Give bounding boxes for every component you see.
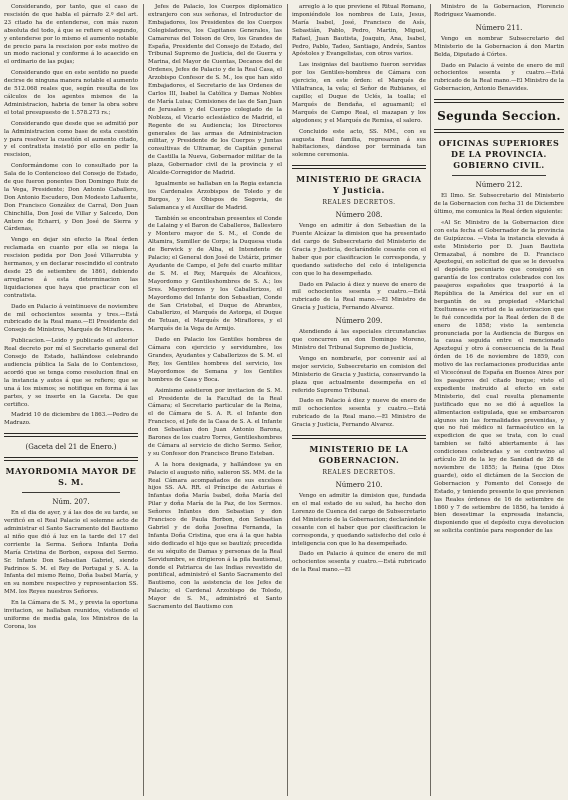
paragraph: Las insignias del bautismo fueron servidas por los Gentiles-hombres de Cámara con ejercicio, en este órden: el Marqués de Villafranca, la vela; el Señor de Rubianes, el capillo; el Duque de Uclés, la toalla; el Marqués de Bendaña, el aguamanil; el Marqués de Campo Real, el mazapan y los algodones; y el Marqués de Remisa, el salero. [292, 62, 426, 124]
decree-number: Número 208. [335, 211, 383, 220]
decree-number: Número 209. [335, 317, 383, 326]
section-heading: OFICINAS SUPERIORES DE LA PROVINCIA. GOBIERNO CIVIL. [438, 138, 560, 171]
paragraph: Madrid 10 de diciembre de 1863.—Pedro de Madrazo. [4, 412, 138, 427]
column-3 [292, 4, 426, 796]
paragraph: Considerando, por tanto, que el caso de rescisión de que habla el párrafo 2.º del art. 23 citado ha de entenderse, con más razon absoluta del todo, á que se refiere el segundo, y entenderse por lo mismo el aumento notable de precio para la rescision por este motivo de un modo racional y conforme á lo acaecido en el ordinario de las pujas; [4, 4, 138, 66]
paragraph: En el dia de ayer, y á las dos de su tarde, se verificó en el Real Palacio el solemne acto de administrar el Santo Sacramento del Bautismo al niño que dió á luz en la tarde del 17 del corriente la Serma. Señora Infanta Doña María Cristina de Borbon, esposa del Sermo. Sr. Infante Don Sebastian Gabriel, siendo Padrinos S. M. el Rey de Portugal y S. A. la Infanta del mismo Reino, Doña Isabel María, y en su nombre respectivo y representacion SS. MM. los Reyes nuestros Señores. [4, 510, 138, 596]
paragraph: Dado en Palacio á veintinueve de noviembre de mil ochocientos sesenta y tres.—Está rubricado de la Real mano.—El Presidente del Consejo de Ministros, Marqués de Miraflores. [4, 303, 138, 334]
section-divider [434, 99, 564, 103]
paragraph: Igualmente se hallaban en la Regia estancia los Cardenales Arzobispos de Toledo y de Burgos, y los Obispos de Segovia, de Salamanca y el Auxiliar de Madrid. [148, 180, 282, 211]
section-divider [4, 457, 138, 461]
paragraph: Conformándome con lo consultado por la Sala de lo Contencioso del Consejo de Estado, de que fueron ponentes Don Domingo Ruiz de la Vega, Presidente; Don Antonio Caballero, Don Antonio Escudero, Don Modesto Lafuente, Don Francisco González de Carral, Don Juan Chinchilla, Don José de Villar y Salcedo, Don Antero de Echarri, y Don José de Sierra y Cárdenas, [4, 163, 138, 233]
paragraph: Vengo en admitir á don Sebastian de la Fuente Alcázar la dimision que ha presentado del cargo de Subsecretario del Ministerio de Gracia y Justicia, declarándole cesante con el haber que por clasificacion le corresponda, y quedando satisfecho del celo é inteligencia con que lo ha desempeñado. [292, 223, 426, 277]
paragraph: Vengo en admitir la dimision que, fundada en el mal estado de su salud, ha hecho don Lorenzo de Cuenca del cargo de Subsecretario del Ministerio de la Gobernacion; declarándole cesante con el haber que por clasificacion le corresponda, y quedando satisfecho del celo é inteligencia con que lo ha desempeñado. [292, 493, 426, 547]
paragraph: Considerando que desde que se admitió por la Administracion como base de esta cuestión y para resolver la cuestión el aumento citado, y el contratista insistió por ello en pedir la rescision, [4, 120, 138, 159]
gaceta-reference: (Gaceta del 21 de Enero.) [25, 443, 117, 452]
paragraph: Dado en Palacio los Gentiles hombres de Cámara con ejercicio y servidumbre, los Grandes, Ayudantes y Caballerizos de S. M. el Rey, los Gentiles hombres del servicio, los Mayordomos de Semana y los Gentiles hombres de Casa y Boca. [148, 337, 282, 383]
paragraph: arreglo á lo que previene el Ritual Romano, imponiéndole los nombres de Luis, Jesus, María Isabel, José, Francisco de Asís, Sebastián, Pablo, Pedro, Martin, Miguel, Rafael, Juan Bautista, Joaquin, Ana, Isabel, Pedro, Pablo, Tadeo, Santiago, Andrés, Santos Apóstoles y Evangelistas, con otros varios. [292, 4, 426, 58]
paragraph: Considerando que en este sentido no puede decirse de ninguna manera notable el aumento de 512.068 reales que, según resulta de los cálculos de los agentes mismos de la Administracion, habria de tener la obra sobre el total presupuesto de 1.578.273 rs.; [4, 70, 138, 116]
decree-number: Número 210. [335, 481, 383, 490]
paragraph: Jefes de Palacio, los Cuerpos diplomático extranjero con sus señoras, el Introductor de Embajadores, los Presidentes de los Cuerpos Colegisladores, los Capitanes Generales, las Camareras del Toison de Oro, los Grandes de España, Presidente del Consejo de Estado, del Tribunal Supremo de Justicia, del de Guerra y Marina, del Mayor de Cuentas, Decanos del de Ordenes, Jefes de Palacio y de la Real Casa, el Arzobispo Confesor de S. M., los que han sido Embajadores, el Secretario de las Ordenes de Carlos III, Isabel la Católica y Damas Nobles de María Luisa; Comisiones de las de San Juan de Jerusalen y del Cuerpo colegiado de la Nobleza, el Vicario eclesiástico de Madrid, el Regente de su Audiencia; los Directores generales de las armas de Administracion militar, y Presidente de los Cuerpos y Juntas consultivas de Ultramar, de Capitán general de Castilla la Nueva, Gobernador militar de la plaza, Gobernador civil de la provincia y el Alcalde-Corregidor de Madrid. [148, 4, 282, 177]
column-1 [4, 4, 138, 796]
section-divider [292, 435, 426, 439]
paragraph: Concluido este acto, SS. MM., con su augusta Real familia, regresaron á sus habitaciones, dándose por terminada tan solemne ceremonia. [292, 128, 426, 159]
short-rule [452, 175, 546, 176]
paragraph: Dado en Palacio á diez y nueve de enero de mil ochocientos sesenta y cuatro.—Está rubricado de la Real mano.—El Ministro de Gracia y Justicia, Fernando Alvarez. [292, 281, 426, 312]
decree-number: Número 212. [475, 181, 523, 190]
paragraph: A la hora designada, y hallándose ya en Palacio el augusto niño, salieron SS. MM. de la Real Cámara acompañados de sus excelsos hijos SS. AA. RR. el Príncipe de Asturias é Infantas doña María Isabel, doña María del Pilar y doña María de la Paz, de los Sermos. Señores Infantes don Sebastian y don Francisco de Paula Borbon, don Sebastian Gabriel y de doña Josefina Fernanda, la Infanta Doña Cristina, que era á la que habia sido dedicado el hijo que se bautizó; precedida de su séquito de Damas y personas de la Real Servidumbre, se dirigieron á la pila bautismal, donde el Patriarca de las Indias revestido de pontifical, administró el Santo Sacramento del Bautismo, con la asistencia de los Jefes de Palacio; el Cardenal Arzobispo de Toledo, Mayor de S. M., administró el Santo Sacramento del Bautismo con [148, 461, 282, 611]
paragraph: Dado en Palacio á quince de enero de mil ochocientos sesenta y cuatro.—Está rubricado de la Real mano.—El [292, 551, 426, 574]
section-title: Segunda Seccion. [437, 109, 561, 124]
newspaper-page [4, 4, 564, 796]
paragraph: También se encontraban presentes el Conde de Lalaing y el Baron de Caballeros, Ballestero y Montero mayor de S. M., el Conde de Altamira, Sumiller de Corps; la Duquesa viuda de Berwick y de Alba, el Intendente de Palacio; el General don José de Ustáriz, primer Ayudante de Campo, el Jefe del cuarto militar de S. M. el Rey, Marqués de Alcañices, Mayordomo y Gentileshombres de S. A.; los Sres. Mayordomos y los Caballerizos, el Mayordomo del Infante don Sebastian, Conde de San Cristobal, el Duque de Abrantes, Caballerizo, el Marqués de Astorga, el Duque de Tetuan, el Marqués de Miraflores, y el Marqués de la Vega de Armijo. [148, 215, 282, 333]
paragraph: Atendiendo á las especiales circunstancias que concurren en don Domingo Moreno, Ministro del Tribunal Supremo de Justicia, [292, 329, 426, 351]
paragraph: Vengo en dejar sin efecto la Real órden reclamada en cuanto por ella se niega la rescision pedida por Don José Villarrubia y hermanos, y en declarar rescindido el contrato desde 25 de setiembre de 1861, debiendo arreglarse á esta determinacion las liquidaciones que haya que practicar con el contratista. [4, 237, 138, 299]
paragraph: Asimismo asistieron por invitacion de S. M. el Presidente de la Facultad de la Real Cámara; el Secretario particular de la Reina, el de Cámara de S. A. R. el Infante don Francisco, el Jefe de la Casa de S. A. el Infante don Sebastian don Juan Antonio Barona, Barones de los cuatro Torres, Gentileshombres de Cámara al servicio de dicho Sermo. Señor, y su Confesor don Francisco Bruno Esteban. [148, 387, 282, 457]
section-heading: MINISTERIO DE GRACIA Y Justicia. [296, 174, 422, 196]
section-divider [292, 165, 426, 169]
paragraph: Vengo en nombrar Subsecretario del Ministerio de la Gobernacion á don Martin Belda, Diputado á Córtes. [434, 35, 564, 58]
column-2 [148, 4, 282, 796]
column-divider [143, 4, 144, 796]
section-subheading: REALES DECRETOS. [322, 199, 396, 207]
paragraph: El Ilmo. Sr. Subsecretario del Ministerio de la Gobernacion con fecha 31 de Diciembre último, me comunica la Real órden siguiente: [434, 193, 564, 215]
paragraph: Publicacion.—Leido y publicado el anterior Real decreto por mí el Secretario general del Consejo de Estado, hallándose celebrando audiencia pública la Sala de lo Contencioso, acordó que se tenga como resolucion final en la instancia y autos á que se refiere; que se una á los mismos; se notifique en forma á las partes, y se inserte en la Gaceta. De que certifico. [4, 338, 138, 408]
paragraph: Dado en Palacio á diez y nueve de enero de mil ochocientos sesenta y cuatro.—Está rubricado de la Real mano.—El Ministro de Gracia y Justicia, Fernando Alvarez. [292, 398, 426, 429]
section-divider [4, 433, 138, 437]
paragraph: Ministro de la Gobernacion, Florencio Rodriguez Vaamonde. [434, 4, 564, 18]
column-divider [430, 4, 431, 796]
decree-number: Número 211. [475, 23, 523, 32]
section-heading: MAYORDOMIA MAYOR DE S. M. [5, 466, 137, 488]
section-subheading: REALES DECRETOS. [322, 469, 396, 477]
section-heading: MINISTERIO DE LA GOBERNACION. [309, 444, 409, 466]
short-rule [22, 492, 120, 493]
column-4 [434, 4, 564, 796]
decree-number: Núm. 207. [52, 498, 90, 507]
paragraph: En la Cámara de S. M., y previa la oportuna invitacion, se hallaban reunidos, vistiendo el uniforme de media gala, los Ministros de la Corona, los [4, 600, 138, 630]
section-divider [434, 129, 564, 133]
paragraph: Vengo en nombrarle, por convenir así al mejor servicio, Subsecretario en comision del Ministerio de Gracia y Justicia, conservando la plaza que actualmente desempeña en el referido Supremo Tribunal. [292, 355, 426, 394]
column-divider [287, 4, 288, 796]
paragraph: Dado en Palacio á veinte de enero de mil ochocientos sesenta y cuatro.—Está rubricado de la Real mano.—El Ministro de la Gobernacion, Antonio Benavides. [434, 62, 564, 93]
paragraph: «Al Sr. Ministro de la Gobernacion dice con esta fecha el Gobernador de la provincia de Guipúzcoa. —Vista la instancia elevada á este Ministerio por D. Juan Bautista Ormazabal, á nombre de D. Francisco Apezteguí, en solicitud de que se le devuelva el depósito pecuniario que consignó en garantía de los contratos celebrados con los pasajeros españoles que trasportó á la República de la América del sur en el bergantín de su propiedad «Marichal Exeltumea» en virtud de la autorizacion que le fué concedida por la Real órden de 8 de enero de 1858; visto la sentencia pronunciada por la Audiencia de Burgos en la causa seguida entre el mencionado Apezteguí y otro á consecuencia de la Real órden de 16 de noviembre de 1859, con motivo de las reclamaciones producidas ante el Vicecónsul de España en Buenos Aires por los pasajeros del citado buque; visto el expediente instruido al efecto en este Ministerio, del cual resulta plenamente justificado que no se dió á aquellos la alimentacion estipulada, que se embarcaron algunos sin las formalidades prevenidas, y que no fué médico ni farmacéutico en la expedicion de que se trata, con lo cual tambien se faltó abiertamente á las condiciones celebradas y se contravino al artículo 20 de la ley de Sanidad de 28 de noviembre de 1855; la Reina (que Dios guarde), oido el dictámen de la Seccion de Gobernacion y Fomento del Consejo de Estado, y teniendo presente lo que previenen las Reales órdenes de 16 de setiembre de 1860 y 7 de setiembre de 1856, ha tenido á bien desestimar la expresada instancia, disponiendo que el depósito cuya devolucion se solicita continúe para responder de las [434, 219, 564, 535]
